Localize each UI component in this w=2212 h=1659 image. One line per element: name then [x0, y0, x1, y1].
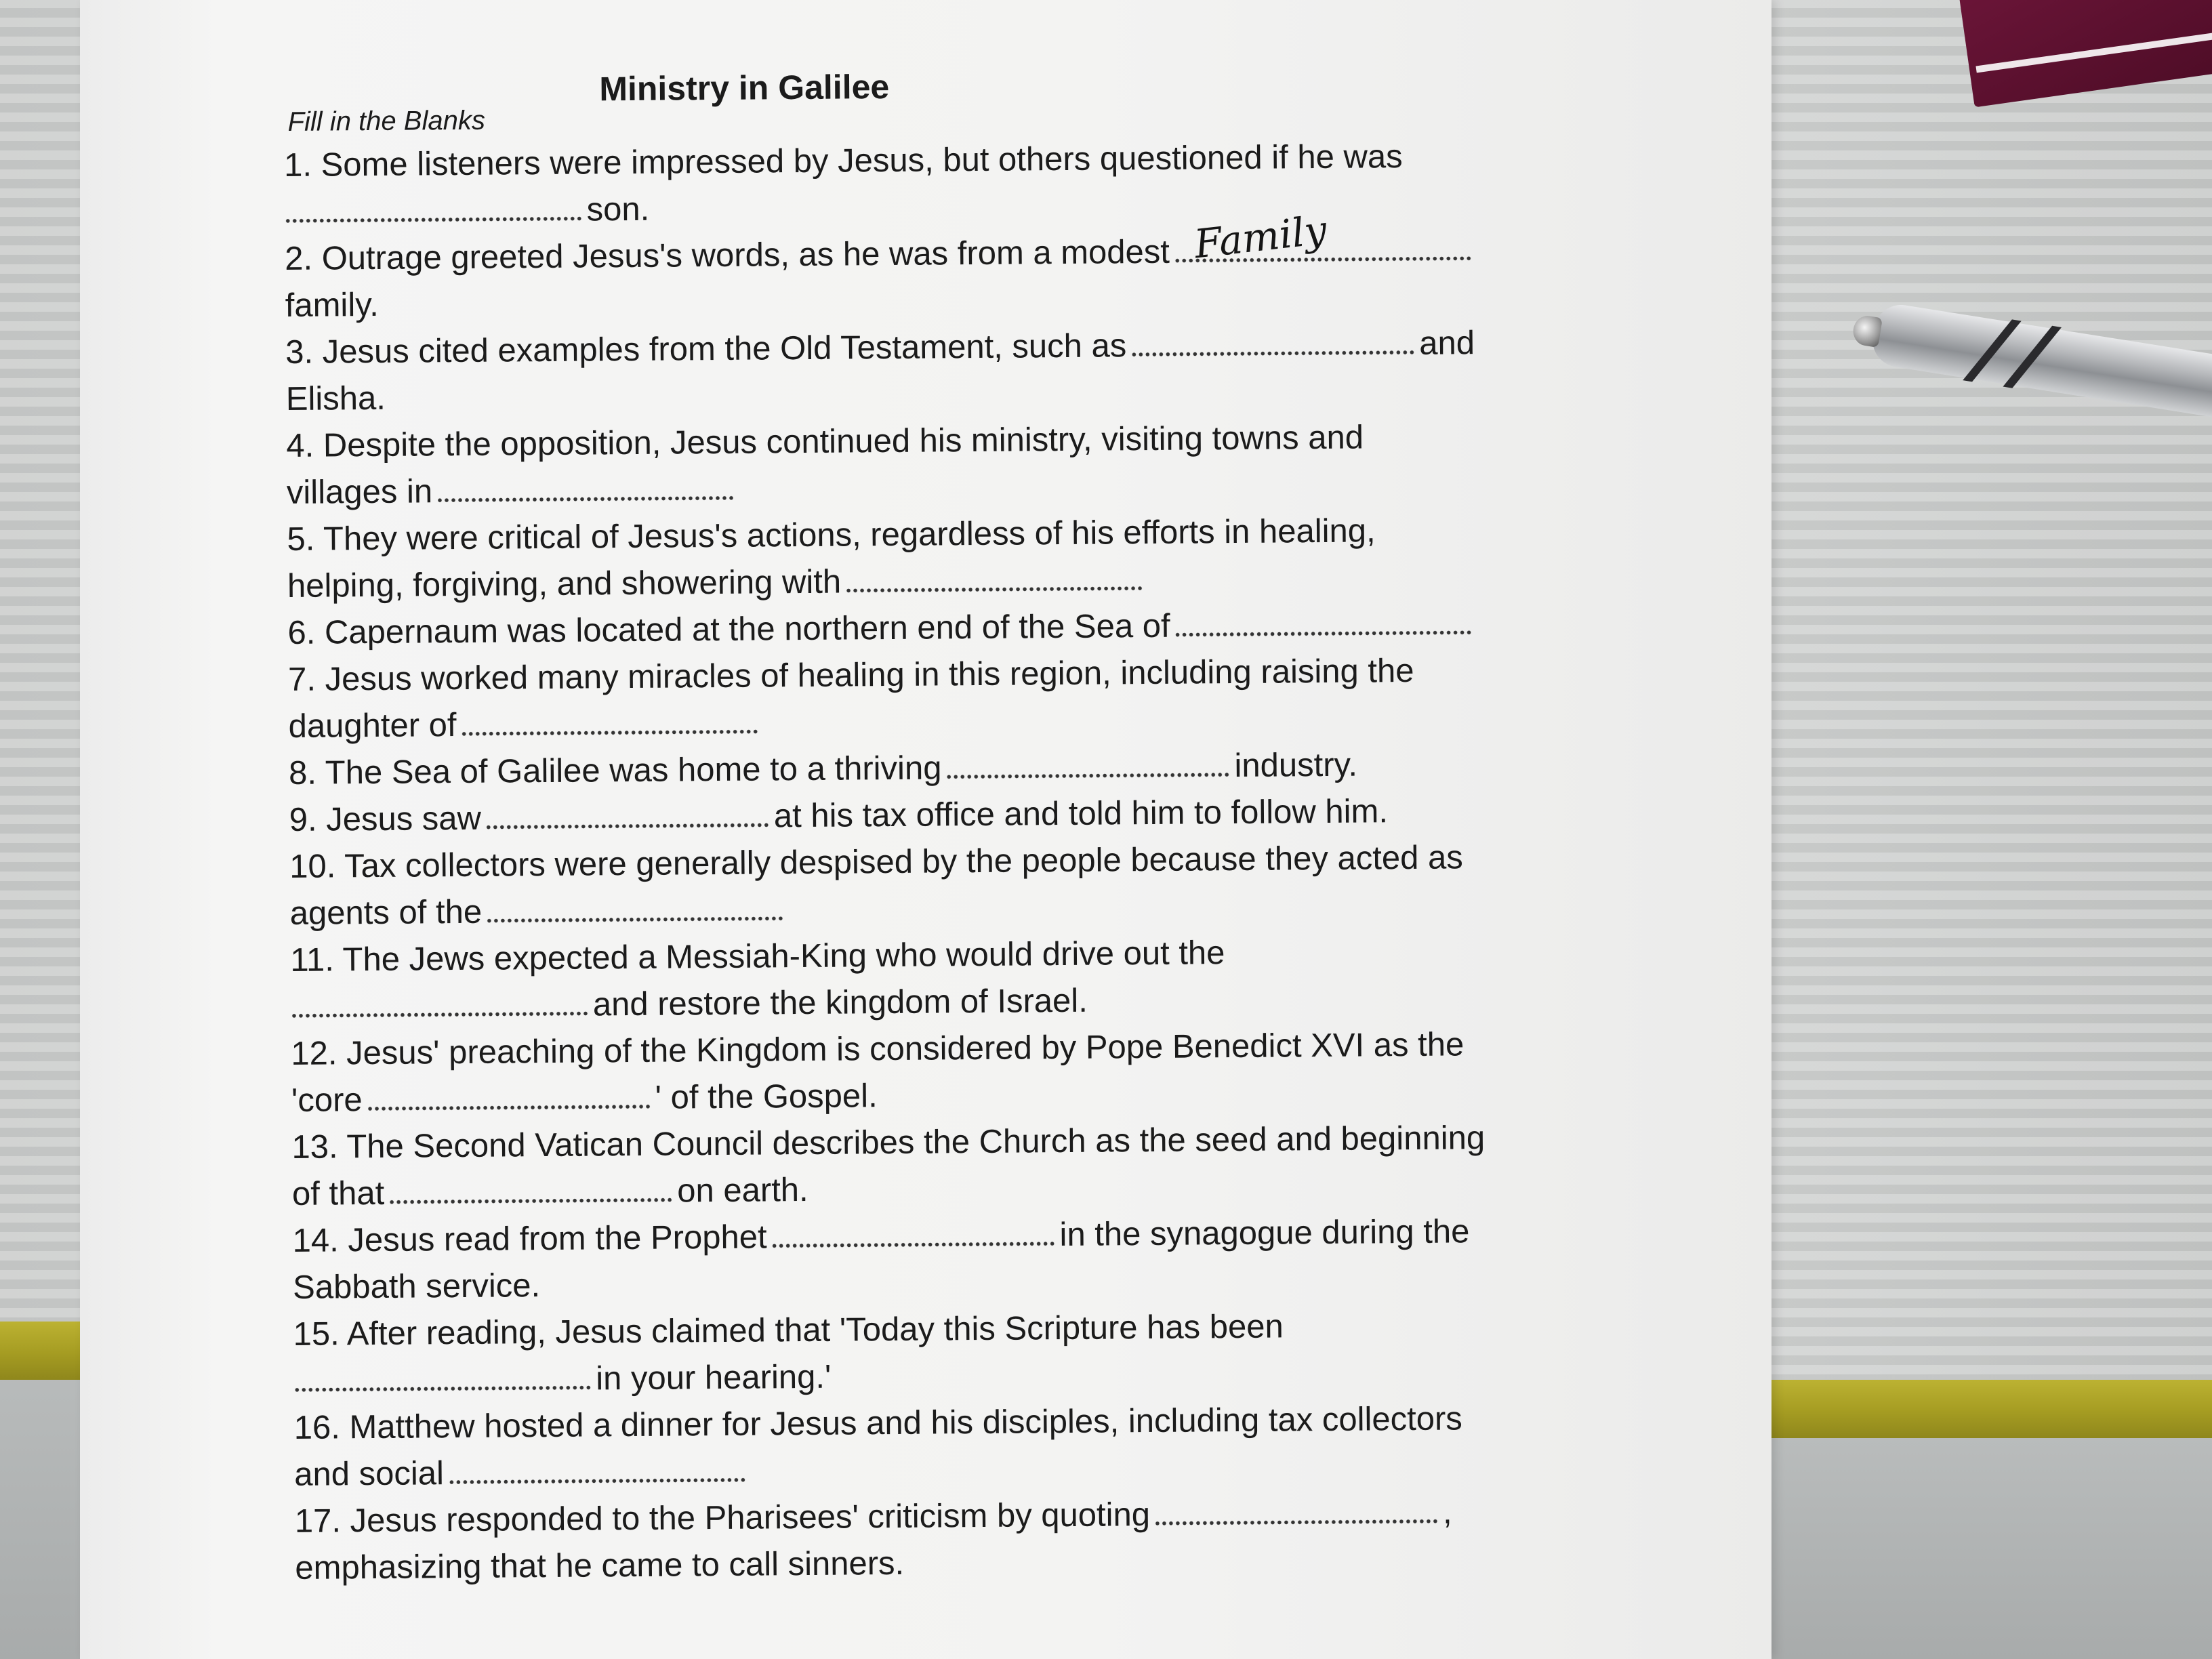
question-text: helping, forgiving, and showering with — [287, 563, 842, 605]
question-text: agents of the — [289, 893, 483, 932]
answer-blank[interactable] — [291, 989, 589, 1018]
question-text: son. — [586, 190, 650, 228]
answer-blank[interactable] — [448, 1455, 746, 1484]
pen-tip — [1851, 314, 1883, 348]
worksheet-title: Ministry in Galilee — [599, 67, 890, 108]
question-text: daughter of — [288, 707, 457, 745]
answer-blank[interactable] — [460, 707, 758, 736]
question-text: 5. They were critical of Jesus's actions, regardless of his efforts in healing, — [287, 512, 1376, 558]
question-10 — [289, 833, 1700, 937]
answer-blank[interactable] — [1174, 206, 1472, 268]
answer-blank[interactable] — [1130, 327, 1415, 356]
question-text: 2. Outrage greeted Jesus's words, as he was from a modest — [285, 233, 1170, 277]
question-text: , — [1442, 1494, 1452, 1531]
yellow-ledge-right — [1771, 1380, 2212, 1438]
question-text: 8. The Sea of Galilee was home to a thriving — [288, 750, 942, 792]
question-12 — [291, 1020, 1701, 1124]
answer-blank[interactable] — [366, 1082, 651, 1111]
question-text: and — [1419, 325, 1475, 362]
answer-blank[interactable] — [388, 1175, 673, 1204]
question-text: 17. Jesus responded to the Pharisees' criticism by quoting — [294, 1496, 1151, 1540]
question-text: ' of the Gospel. — [655, 1078, 878, 1116]
question-13 — [291, 1113, 1702, 1218]
question-list — [284, 131, 1705, 1592]
question-text: 16. Matthew hosted a dinner for Jesus and his disciples, including tax collectors — [293, 1400, 1463, 1446]
question-text: in your hearing.' — [595, 1358, 832, 1397]
yellow-ledge-left — [0, 1322, 80, 1380]
desk-surface-left — [0, 1353, 80, 1659]
answer-blank[interactable] — [845, 563, 1143, 592]
pen — [1847, 289, 2212, 437]
question-text: 1. Some listeners were impressed by Jesus, but others questioned if he was — [283, 138, 1403, 184]
answer-blank[interactable] — [284, 194, 582, 223]
question-text: 4. Despite the opposition, Jesus continued his ministry, visiting towns and — [286, 419, 1364, 464]
question-17 — [295, 1488, 1705, 1592]
question-15 — [293, 1300, 1703, 1405]
question-1 — [284, 131, 1694, 236]
pen-body — [1868, 301, 2212, 428]
question-text: family. — [285, 286, 379, 324]
question-text: villages in — [286, 473, 433, 511]
question-text: 13. The Second Vatican Council describes the Church as the seed and beginning — [291, 1120, 1486, 1166]
answer-blank[interactable] — [771, 1218, 1055, 1248]
question-16 — [293, 1394, 1704, 1498]
question-text: 7. Jesus worked many miracles of healing in this region, including raising the — [287, 652, 1414, 698]
worksheet — [283, 57, 1693, 1586]
handwritten-answer: Family — [1191, 206, 1329, 268]
question-text: and social — [294, 1455, 445, 1493]
question-text: 9. Jesus saw — [289, 800, 482, 838]
question-text: 6. Capernaum was located at the northern end of the Sea of — [287, 607, 1170, 651]
question-7 — [288, 646, 1698, 750]
question-text: of that — [291, 1174, 385, 1212]
question-text: 15. After reading, Jesus claimed that 'Today this Scripture has been — [293, 1308, 1284, 1353]
answer-blank[interactable] — [436, 473, 735, 502]
question-14 — [292, 1207, 1702, 1311]
answer-blank[interactable] — [1154, 1496, 1439, 1525]
question-text: 3. Jesus cited examples from the Old Testament, such as — [285, 327, 1127, 371]
worksheet-subtitle: Fill in the Blanks — [287, 105, 486, 137]
question-text: at his tax office and told him to follow him. — [773, 793, 1389, 835]
question-text: 12. Jesus' preaching of the Kingdom is considered by Pope Benedict XVI as the — [291, 1026, 1465, 1072]
question-text: Sabbath service. — [292, 1267, 541, 1306]
question-text: industry. — [1234, 746, 1358, 785]
question-text: 'core — [291, 1082, 363, 1119]
answer-blank[interactable] — [1174, 607, 1472, 636]
folder-corner — [1959, 0, 2212, 107]
question-text: Elisha. — [285, 380, 386, 417]
question-text: 11. The Jews expected a Messiah-King who would drive out the — [290, 935, 1225, 979]
question-text: in the synagogue during the — [1059, 1213, 1470, 1254]
question-text: and restore the kingdom of Israel. — [592, 982, 1088, 1023]
answer-blank[interactable] — [293, 1362, 592, 1391]
question-11 — [290, 926, 1700, 1031]
question-4 — [286, 412, 1696, 516]
answer-blank[interactable] — [945, 750, 1230, 779]
question-text: 14. Jesus read from the Prophet — [292, 1218, 767, 1259]
desk-surface-right — [1771, 1437, 2212, 1659]
question-5 — [287, 506, 1697, 610]
worksheet-paper — [80, 0, 1771, 1659]
question-text: on earth. — [677, 1171, 808, 1210]
question-3 — [285, 319, 1696, 423]
answer-blank[interactable] — [485, 800, 770, 829]
answer-blank[interactable] — [486, 893, 784, 922]
question-text: emphasizing that he came to call sinners. — [295, 1544, 905, 1586]
question-text: 10. Tax collectors were generally despised by the people because they acted as — [289, 839, 1463, 885]
